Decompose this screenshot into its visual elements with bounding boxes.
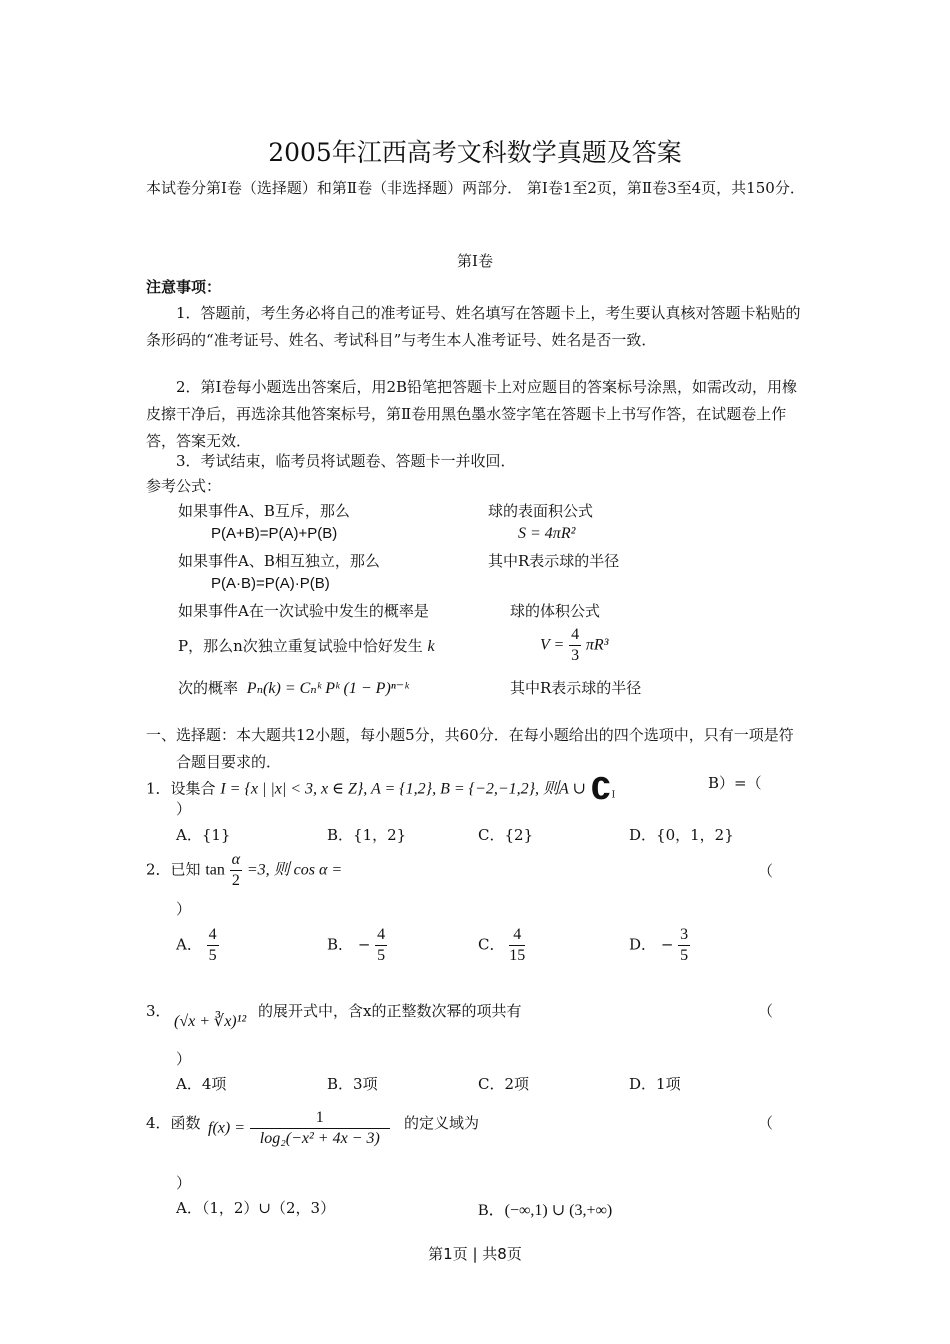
page-footer: 第1页 | 共8页 — [428, 1245, 522, 1263]
intro-paragraph: 本试卷分第Ⅰ卷（选择题）和第Ⅱ卷（非选择题）两部分． 第Ⅰ卷1至2页，第Ⅱ卷3至4页，共150分． — [146, 179, 805, 197]
formula-left-7-text: 次的概率 — [178, 679, 239, 697]
volume-suffix: πR³ — [585, 636, 609, 654]
q2-option-a-label: A． — [176, 935, 202, 954]
formula-left-6 — [178, 635, 435, 656]
q3-option-c: C．2项 — [478, 1075, 530, 1093]
q2-option-d-sign: − — [660, 935, 674, 954]
q3-option-a: A．4项 — [176, 1075, 227, 1093]
q4-option-a: A．（1，2）∪（2，3） — [176, 1199, 336, 1217]
q2-option-b-frac — [375, 925, 387, 966]
volume-prefix: V = — [540, 636, 565, 654]
q2-option-d-den: 5 — [680, 947, 689, 964]
formula-right-5: 其中R表示球的半径 — [510, 679, 642, 697]
volume-den: 3 — [571, 647, 580, 664]
q1-math: I = {x | |x| < 3, x ∈ Z}, A = {1,2}, B = {−2,−1,2}, 则A ∪ — [220, 780, 586, 798]
page-title: 2005年江西高考文科数学真题及答案 — [268, 138, 682, 167]
complement-sub: I — [611, 790, 616, 801]
formula-left-2: P(A+B)=P(A)+P(B) — [211, 525, 338, 542]
q3-option-b: B．3项 — [327, 1075, 378, 1093]
q2-option-b-den: 5 — [377, 947, 386, 964]
notice-item-1: 1．答题前，考生务必将自己的准考证号、姓名填写在答题卡上，考生要认真核对答题卡粘贴的条形码的“准考证号、姓名、考试科目”与考生本人准考证号、姓名是否一致． — [146, 304, 801, 349]
q1-option-b: B．{1，2} — [327, 826, 407, 844]
q2-stem — [146, 850, 342, 891]
q4-text: 的定义域为 — [404, 1114, 480, 1132]
q4-fraction — [250, 1108, 390, 1149]
formula-left-4: P(A·B)=P(A)·P(B) — [211, 575, 330, 592]
notice-heading: 注意事项： — [146, 278, 222, 296]
q2-option-a — [176, 925, 219, 966]
q1-option-a: A．{1} — [176, 826, 231, 844]
q4-den: log₂(−x² + 4x − 3) — [259, 1130, 380, 1147]
q1-tail: B）=（ — [708, 774, 762, 792]
q1-close: ） — [176, 800, 192, 818]
q3-close: ） — [176, 1050, 192, 1068]
q2-option-c — [478, 925, 525, 966]
q2-rest: =3, 则 cos α = — [246, 861, 343, 879]
formula-right-4: 球的体积公式 — [510, 602, 601, 620]
formula-right-3: 其中R表示球的半径 — [488, 552, 620, 570]
formula-right-1: 球的表面积公式 — [488, 502, 594, 520]
q2-option-a-num: 4 — [207, 925, 219, 946]
q2-option-d — [629, 925, 690, 966]
q4-formula — [208, 1108, 390, 1149]
notice-item-3: 3．考试结束，临考员将试题卷、答题卡一并收回． — [176, 452, 516, 470]
binomial-formula: Pₙ(k) = Cₙᵏ Pᵏ (1 − P)ⁿ⁻ᵏ — [246, 680, 409, 697]
q2-option-a-frac — [207, 925, 219, 966]
q2-option-d-label: D． — [629, 935, 657, 954]
q2-option-b-sign: − — [357, 935, 371, 954]
sphere-area-formula: S = 4πR² — [518, 525, 576, 542]
formula-heading: 参考公式： — [146, 477, 222, 495]
q1-option-d: D．{0，1，2} — [629, 826, 734, 844]
q1-option-c: C．{2} — [478, 826, 534, 844]
q4-num: 1 — [250, 1108, 390, 1129]
q3-paren: （ — [758, 1002, 774, 1020]
section-heading: 一、选择题：本大题共12小题，每小题5分，共60分．在每小题给出的四个选项中，只有一项是符合题目要求的． — [146, 726, 794, 771]
q2-fraction — [230, 850, 242, 891]
q2-option-c-label: C． — [478, 935, 505, 954]
q1-label: 1．设集合 — [146, 779, 216, 798]
q2-option-a-den: 5 — [208, 947, 217, 964]
q4-lhs: f(x) = — [208, 1119, 245, 1137]
volume-num: 4 — [569, 625, 581, 646]
sphere-volume-formula — [540, 625, 608, 666]
q2-option-d-num: 3 — [678, 925, 690, 946]
q3-text: 的展开式中，含x的正整数次幂的项共有 — [258, 1002, 522, 1020]
formula-left-6-text: P，那么n次独立重复试验中恰好发生 — [178, 637, 423, 655]
q2-tan: tan — [205, 861, 225, 879]
q2-option-b-num: 4 — [375, 925, 387, 946]
q4-close: ） — [176, 1174, 192, 1192]
notice-item-2: 2．第Ⅰ卷每小题选出答案后，用2B铅笔把答题卡上对应题目的答案标号涂黑，如需改动，用橡皮擦干净后，再选涂其他答案标号，第Ⅱ卷用黑色墨水签字笔在答题卡上书写作答，在试题卷上作答，答案无效． — [146, 378, 798, 450]
formula-k: k — [427, 638, 435, 655]
q2-two: 2 — [231, 872, 240, 889]
q4-paren: （ — [758, 1114, 774, 1132]
q4-option-b: B．(−∞,1) ∪ (3,+∞) — [478, 1202, 613, 1219]
q1-stem — [146, 772, 615, 807]
formula-left-7 — [178, 677, 409, 698]
complement-icon: ∁ — [590, 772, 612, 807]
formula-left-3: 如果事件A、B相互独立，那么 — [178, 552, 380, 570]
q2-paren: （ — [758, 862, 774, 880]
q2-option-d-frac — [678, 925, 690, 966]
formula-left-5: 如果事件A在一次试验中发生的概率是 — [178, 602, 429, 620]
q2-option-c-den: 15 — [509, 947, 526, 964]
q3-label: 3． — [146, 1002, 171, 1020]
formula-left-1: 如果事件A、B互斥，那么 — [178, 502, 350, 520]
q4-label: 4．函数 — [146, 1114, 201, 1132]
q3-math: (√x + ∛x)¹² — [174, 1013, 247, 1030]
part-title: 第Ⅰ卷 — [457, 252, 493, 270]
q2-option-b-label: B． — [327, 935, 354, 954]
q2-option-c-frac — [509, 925, 525, 966]
volume-fraction — [569, 625, 581, 666]
q2-alpha: α — [230, 850, 242, 871]
q2-label: 2．已知 — [146, 860, 201, 879]
q3-option-d: D．1项 — [629, 1075, 681, 1093]
q2-option-c-num: 4 — [509, 925, 525, 946]
q2-option-b — [327, 925, 387, 966]
q2-close: ） — [176, 900, 192, 918]
